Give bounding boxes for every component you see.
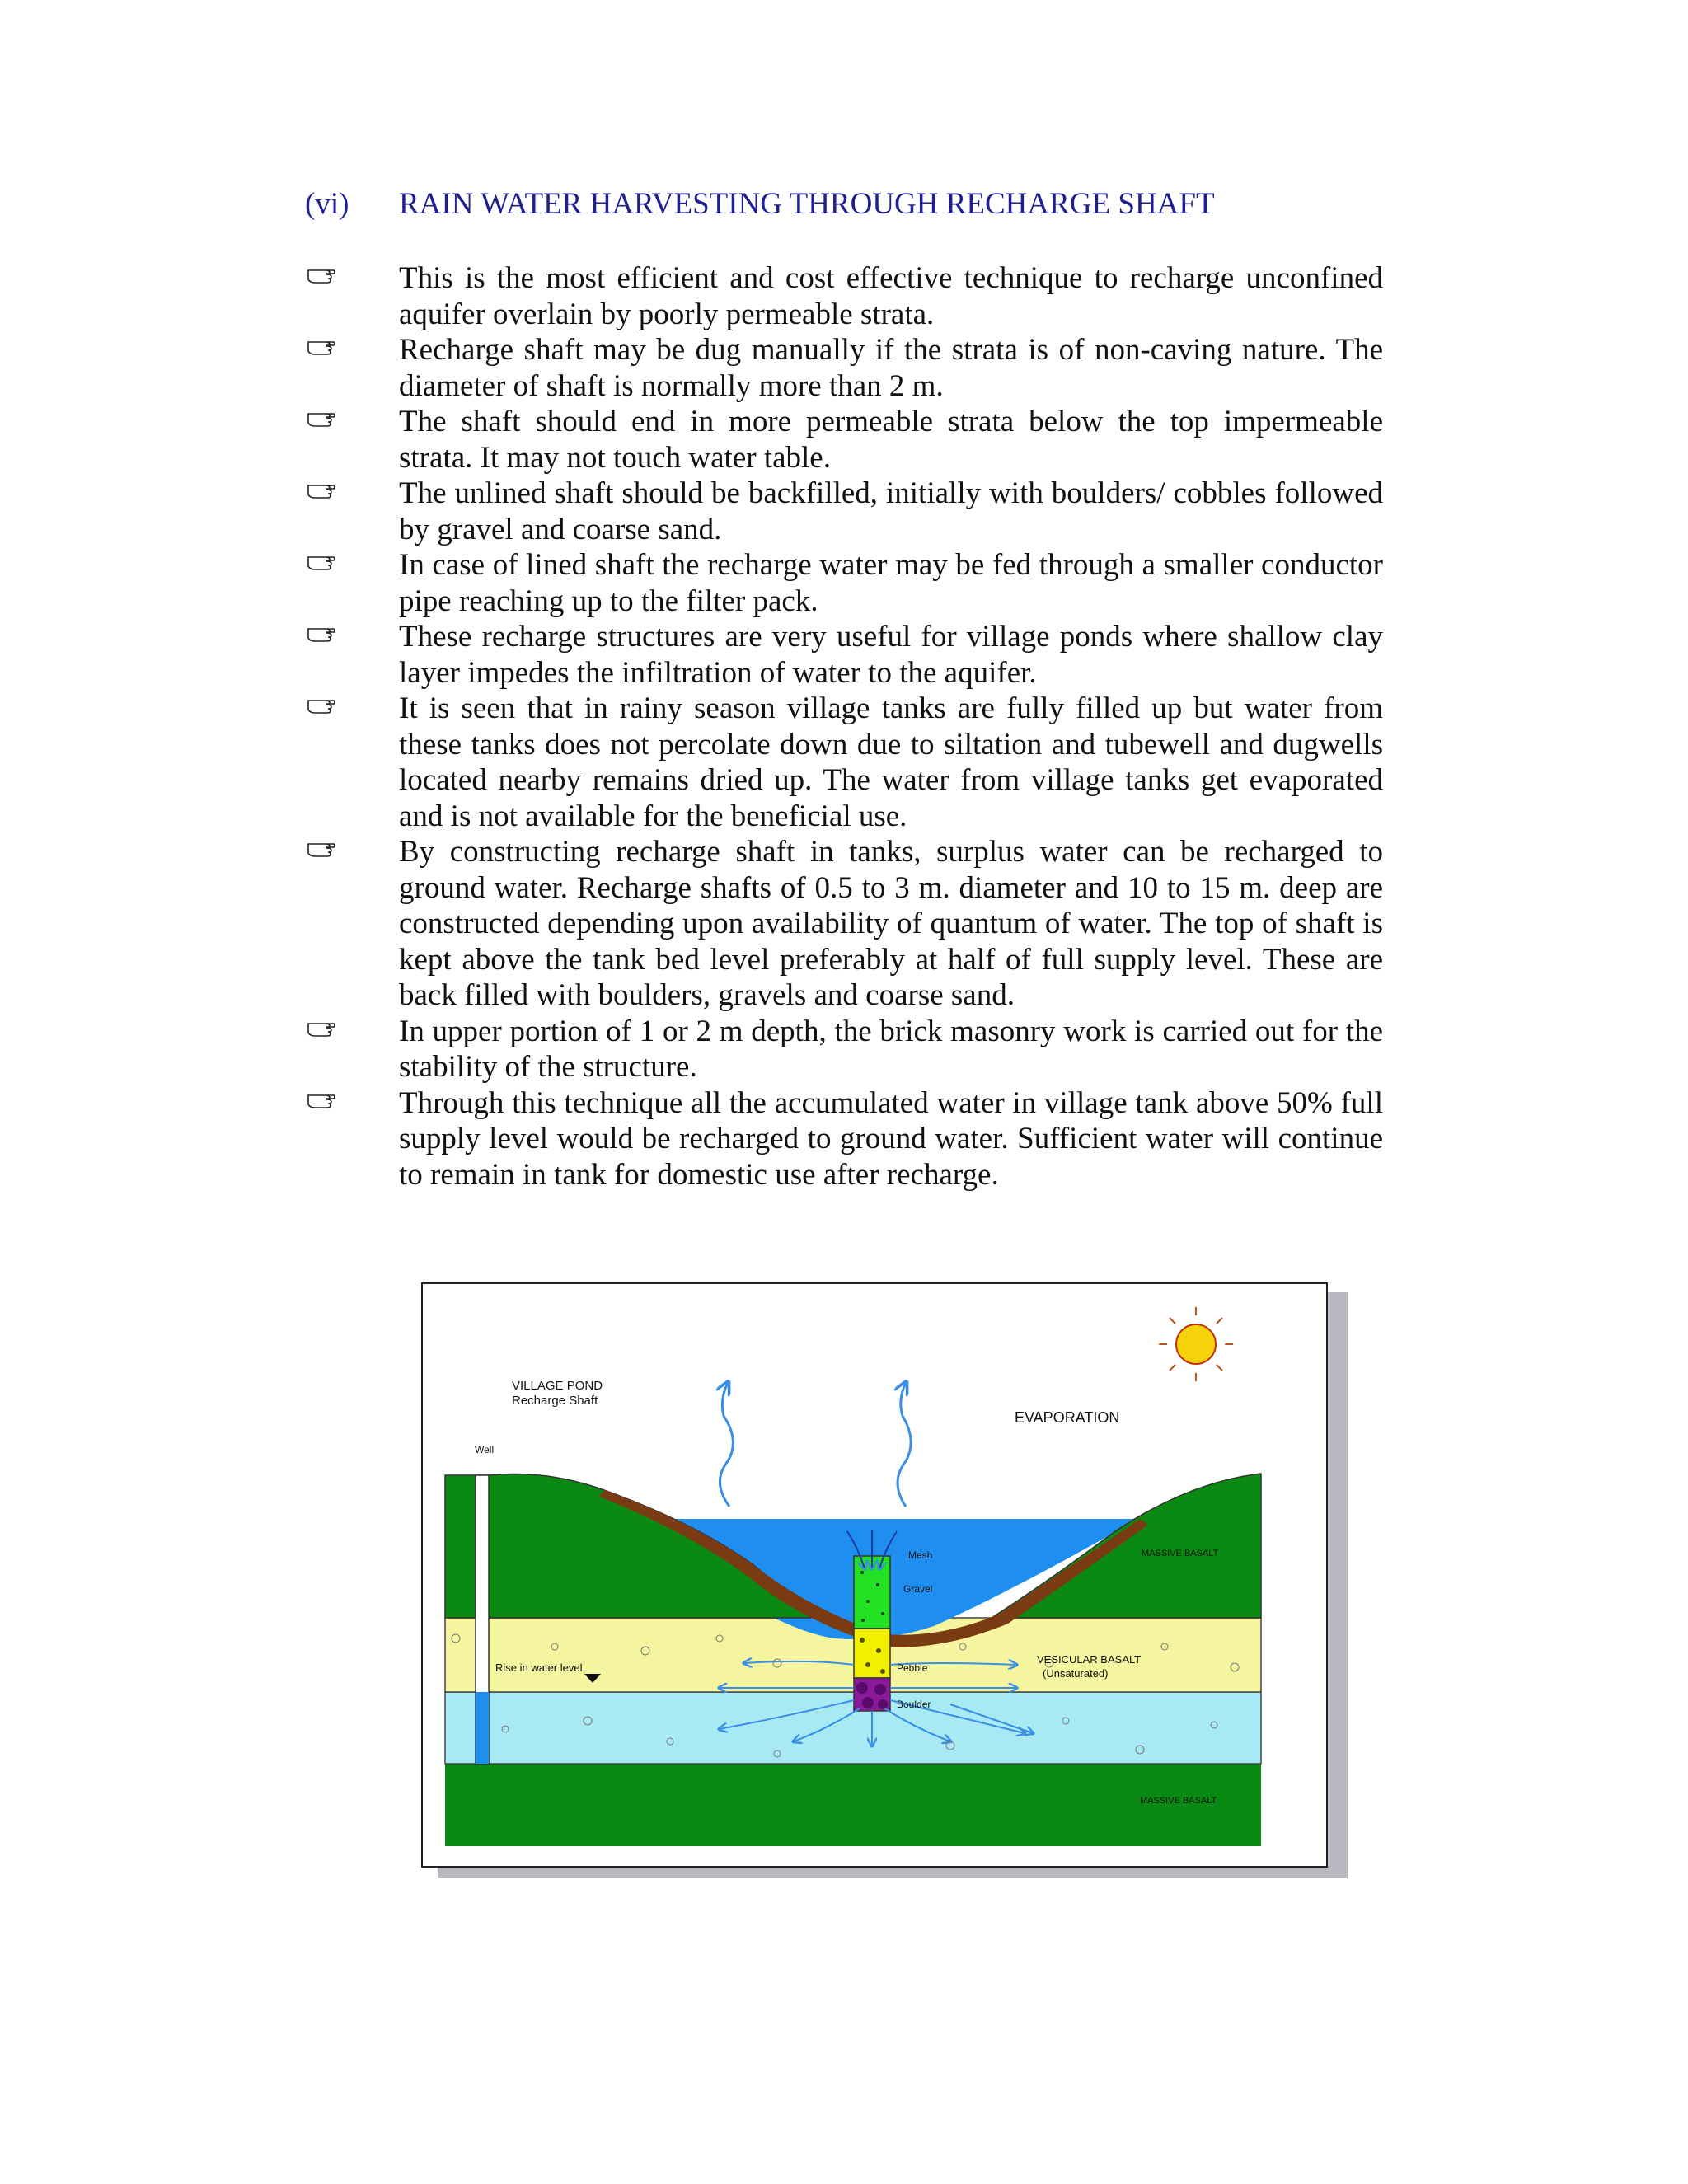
pointing-hand-icon bbox=[307, 837, 336, 859]
bullet-text: This is the most efficient and cost effective technique to recharge unconfined aquifer overlain by poorly permeable strata. bbox=[399, 261, 1383, 331]
pointing-hand-icon bbox=[307, 335, 336, 357]
diagram-title-line2: Recharge Shaft bbox=[512, 1394, 598, 1408]
pointing-hand-icon bbox=[307, 1089, 336, 1110]
massive-basalt-bottom-label: MASSIVE BASALT bbox=[1140, 1796, 1217, 1806]
diagram-title-line1: VILLAGE POND bbox=[512, 1379, 603, 1393]
pointing-hand-icon bbox=[307, 694, 336, 715]
pointing-hand-icon bbox=[307, 479, 336, 500]
bullet-text: Recharge shaft may be dug manually if the strata is of non-caving nature. The diameter of shaft is normally more than 2 m. bbox=[399, 333, 1383, 403]
well-water bbox=[476, 1692, 489, 1764]
bullet-text: The shaft should end in more permeable strata below the top impermeable strata. It may not touch water table. bbox=[399, 405, 1383, 475]
list-item bbox=[305, 332, 1383, 404]
list-item bbox=[305, 260, 1383, 332]
massive-basalt-top-label: MASSIVE BASALT bbox=[1142, 1549, 1219, 1558]
section-title: RAIN WATER HARVESTING THROUGH RECHARGE SHAFT bbox=[399, 187, 1215, 221]
massive-basalt-bottom-layer bbox=[445, 1764, 1261, 1846]
list-item bbox=[305, 1014, 1383, 1085]
rise-in-water-level-label: Rise in water level bbox=[495, 1661, 583, 1674]
bullet-list bbox=[305, 260, 1383, 1193]
pointing-hand-icon bbox=[307, 551, 336, 572]
evaporation-arrow-right bbox=[898, 1383, 911, 1507]
bullet-text: Through this technique all the accumulated water in village tank above 50% full supply level would be recharged to ground water. Sufficient water will continue to remain in tank for domestic use after recharge. bbox=[399, 1085, 1383, 1192]
boulder-label: Boulder bbox=[897, 1699, 931, 1710]
bullet-text: In case of lined shaft the recharge water may be fed through a smaller conductor pipe reaching up to the filter pack. bbox=[399, 548, 1383, 618]
list-item bbox=[305, 476, 1383, 547]
list-item bbox=[305, 691, 1383, 834]
aquifer-layer bbox=[445, 1692, 1261, 1764]
well-label: Well bbox=[475, 1444, 495, 1455]
sun-icon bbox=[1159, 1307, 1233, 1381]
pointing-hand-icon bbox=[307, 622, 336, 644]
gravel-label: Gravel bbox=[903, 1583, 933, 1595]
list-item bbox=[305, 619, 1383, 691]
bullet-text: It is seen that in rainy season village tanks are fully filled up but water from these tanks does not percolate down due to siltation and tubewell and dugwells located nearby remains dried up. The water from village tanks get evaporated and is not available for the beneficial use. bbox=[399, 691, 1383, 833]
section-number: (vi) bbox=[305, 187, 349, 221]
evaporation-label: EVAPORATION bbox=[1015, 1409, 1120, 1426]
list-item bbox=[305, 834, 1383, 1014]
vesicular-basalt-label: VESICULAR BASALT bbox=[1037, 1653, 1142, 1666]
recharge-shaft-diagram bbox=[421, 1282, 1328, 1868]
bullet-text: By constructing recharge shaft in tanks, surplus water can be recharged to ground water. Recharge shafts of 0.5 to 3 m. diameter and 10 to 15 m. deep are constructed depending upon availability of quantum of water. The top of shaft is kept above the tank bed level preferably at half of full supply level. These are back filled with boulders, gravels and coarse sand. bbox=[399, 835, 1383, 1012]
bullet-text: The unlined shaft should be backfilled, initially with boulders/ cobbles followed by gravel and coarse sand. bbox=[399, 476, 1383, 546]
list-item bbox=[305, 547, 1383, 619]
mesh-label: Mesh bbox=[908, 1549, 933, 1561]
evaporation-arrow-left bbox=[720, 1383, 733, 1507]
pointing-hand-icon bbox=[307, 264, 336, 285]
bullet-text: In upper portion of 1 or 2 m depth, the brick masonry work is carried out for the stability of the structure. bbox=[399, 1014, 1383, 1084]
pointing-hand-icon bbox=[307, 1017, 336, 1038]
bullet-text: These recharge structures are very useful for village ponds where shallow clay layer impedes the infiltration of water to the aquifer. bbox=[399, 620, 1383, 690]
list-item bbox=[305, 1085, 1383, 1193]
diagram-canvas bbox=[423, 1284, 1326, 1866]
unsaturated-label: (Unsaturated) bbox=[1043, 1667, 1109, 1680]
pebble-label: Pebble bbox=[897, 1662, 928, 1674]
list-item bbox=[305, 404, 1383, 476]
pointing-hand-icon bbox=[307, 407, 336, 429]
